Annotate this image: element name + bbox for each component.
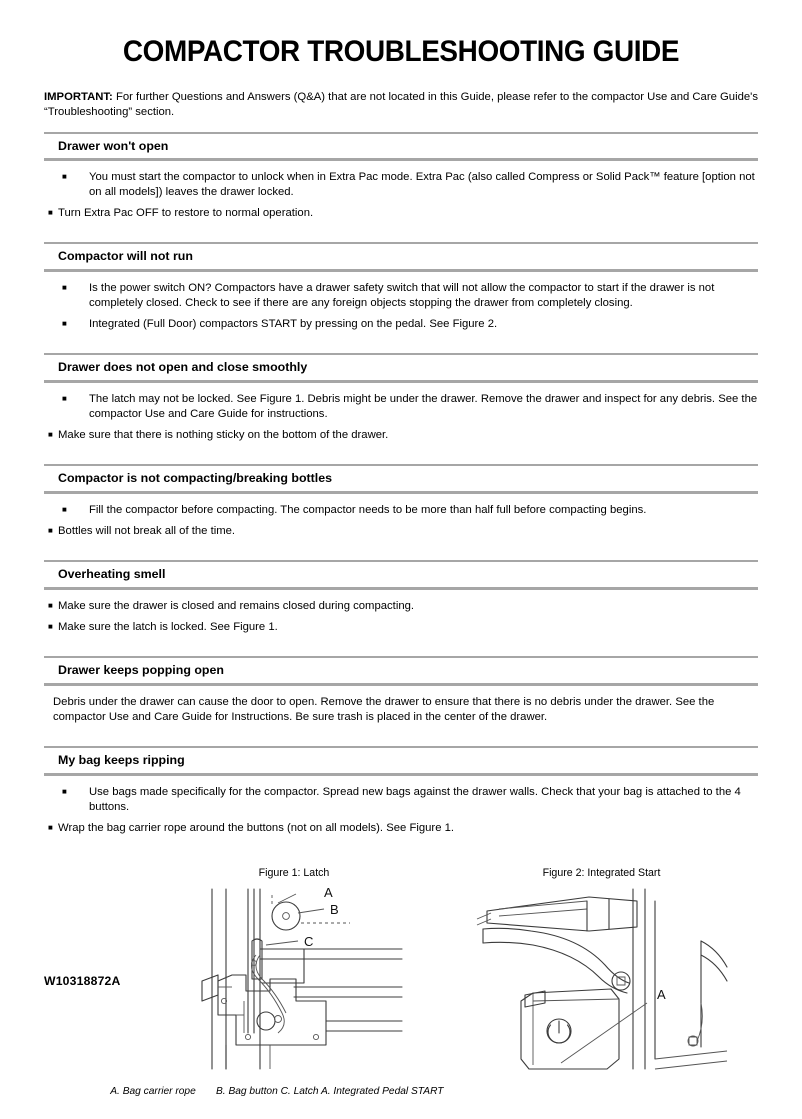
figure-2-label-a: A xyxy=(657,986,666,1002)
figure-1-label-c: C xyxy=(304,933,314,949)
troubleshooting-section xyxy=(44,464,758,548)
section-header: Drawer won't open xyxy=(58,138,169,153)
bullet-item xyxy=(44,392,758,422)
figure-2-title: Figure 2: Integrated Start xyxy=(542,866,661,879)
document-content xyxy=(44,0,758,1119)
figure-1-illustration xyxy=(174,883,414,1073)
important-label: IMPORTANT: xyxy=(44,90,113,103)
bullet-item xyxy=(44,620,758,635)
bullet-text: Is the power switch ON? Compactors have a drawer safety switch that will not allow the compactor to start if the drawer is not completely closed. Check to see if there are any foreign objects stopping the drawer from completely closing. xyxy=(89,282,715,310)
troubleshooting-section xyxy=(44,242,758,341)
bullet-item xyxy=(44,428,758,443)
section-body xyxy=(44,776,758,845)
section-body xyxy=(44,272,758,341)
square-bullet-icon: ■ xyxy=(62,172,67,182)
bullet-item xyxy=(44,821,758,836)
page-title: COMPACTOR TROUBLESHOOTING GUIDE xyxy=(122,35,680,68)
bullet-text: Bottles will not break all of the time. xyxy=(58,525,236,538)
figure-1-label-b: B xyxy=(330,901,339,917)
bullet-text: Make sure that there is nothing sticky on the bottom of the drawer. xyxy=(58,429,389,442)
bullet-text: Make sure the drawer is closed and remains closed during compacting. xyxy=(58,600,415,613)
figure-2-illustration xyxy=(469,883,734,1073)
bullet-item xyxy=(44,785,758,815)
important-note xyxy=(44,90,758,120)
bullet-text: Fill the compactor before compacting. The compactor needs to be more than half full before compacting begins. xyxy=(89,504,647,517)
square-bullet-icon: ■ xyxy=(48,208,53,218)
bullet-text: Use bags made specifically for the compactor. Spread new bags against the drawer walls. Check that your bag is attached to the 4 buttons. xyxy=(89,785,741,813)
square-bullet-icon: ■ xyxy=(48,526,53,536)
bullet-item xyxy=(44,317,758,332)
section-header: Drawer does not open and close smoothly xyxy=(58,360,308,375)
troubleshooting-section xyxy=(44,560,758,644)
square-bullet-icon: ■ xyxy=(48,601,53,611)
bullet-item xyxy=(44,503,758,518)
bullet-item xyxy=(44,599,758,614)
troubleshooting-section xyxy=(44,746,758,845)
bullet-text: Integrated (Full Door) compactors START by pressing on the pedal. See Figure 2. xyxy=(89,318,498,331)
square-bullet-icon: ■ xyxy=(48,430,53,440)
figure-1-label-a: A xyxy=(324,884,333,900)
square-bullet-icon: ■ xyxy=(48,622,53,632)
section-body xyxy=(44,161,758,230)
section-body xyxy=(44,383,758,452)
bullet-text: Wrap the bag carrier rope around the buttons (not on all models). See Figure 1. xyxy=(58,821,455,834)
bullet-text: The latch may not be locked. See Figure 1. Debris might be under the drawer. Remove the drawer and inspect for any debris. See the compactor Use and Care Guide for instructions. xyxy=(89,393,758,421)
section-paragraph: Debris under the drawer can cause the door to open. Remove the drawer to ensure that there is no debris under the drawer. See the compactor Use and Care Guide for Instructions. Be sure trash is placed in the center of the drawer. xyxy=(53,695,715,723)
square-bullet-icon: ■ xyxy=(62,283,67,293)
document-footer-code: W10318872A xyxy=(44,974,121,988)
figure-2 xyxy=(469,867,734,1073)
section-body xyxy=(44,590,758,644)
bullet-item xyxy=(44,206,758,221)
troubleshooting-section xyxy=(44,132,758,231)
legend-item-rest: B. Bag button C. Latch A. Integrated Pedal START xyxy=(216,1085,444,1097)
troubleshooting-section xyxy=(44,353,758,452)
troubleshooting-section xyxy=(44,656,758,734)
important-text: For further Questions and Answers (Q&A) that are not located in this Guide, please refer to the compactor Use and Care Guide's “Troubleshooting” section. xyxy=(44,90,758,118)
square-bullet-icon: ■ xyxy=(48,822,53,832)
bullet-item xyxy=(44,170,758,200)
bullet-text: You must start the compactor to unlock when in Extra Pac mode. Extra Pac (also called Compress or Solid Pack™ feature [option not on all models]) leaves the drawer locked. xyxy=(89,171,755,199)
section-header: My bag keeps ripping xyxy=(58,753,185,768)
square-bullet-icon: ■ xyxy=(62,505,67,515)
section-header: Compactor is not compacting/breaking bottles xyxy=(58,471,333,486)
bullet-item xyxy=(44,281,758,311)
square-bullet-icon: ■ xyxy=(62,394,67,404)
troubleshooting-sections xyxy=(44,132,758,845)
bullet-text: Make sure the latch is locked. See Figure 1. xyxy=(58,621,278,634)
section-header: Overheating smell xyxy=(58,567,166,582)
square-bullet-icon: ■ xyxy=(62,786,67,796)
square-bullet-icon: ■ xyxy=(62,319,67,329)
figure-1-title: Figure 1: Latch xyxy=(258,866,330,879)
figure-1 xyxy=(174,867,414,1073)
section-header: Compactor will not run xyxy=(58,249,193,264)
section-body xyxy=(44,686,758,734)
legend-item-a: A. Bag carrier rope xyxy=(110,1085,196,1097)
bullet-item xyxy=(44,524,758,539)
bullet-text: Turn Extra Pac OFF to restore to normal operation. xyxy=(58,207,314,220)
section-body xyxy=(44,494,758,548)
figure-legend xyxy=(44,1085,758,1119)
figures-area xyxy=(44,867,758,1077)
section-header: Drawer keeps popping open xyxy=(58,663,224,678)
